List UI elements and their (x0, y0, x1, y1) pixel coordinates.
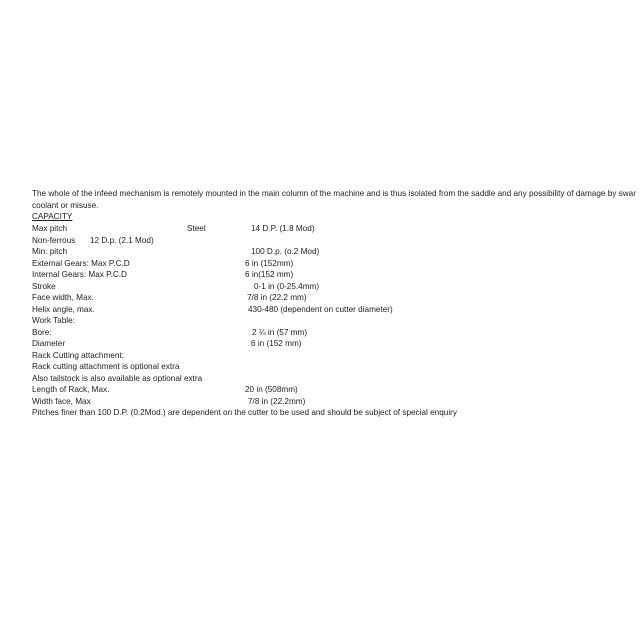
pitches-note: Pitches finer than 100 D.P. (0.2Mod.) are dependent on the cutter to be used and should be subject of special enquiry (32, 408, 457, 417)
non-ferrous-value: 12 D.p. (2.1 Mod) (90, 236, 154, 245)
intro-paragraph (32, 188, 636, 211)
external-gears-label: External Gears: Max P.C.D (32, 259, 130, 268)
non-ferrous-label: Non-ferrous (32, 236, 76, 245)
stroke-label: Stroke (32, 282, 56, 291)
stroke-value: 0-1 in (0-25.4mm) (254, 282, 320, 291)
helix-angle-value: 430-480 (dependent on cutter diameter) (248, 305, 393, 314)
max-pitch-label: Max pitch (32, 224, 68, 233)
helix-angle-label: Helix angle, max. (32, 305, 95, 314)
min-pitch-value: 100 D.p. (o.2 Mod) (251, 247, 320, 256)
capacity-heading: CAPACITY (32, 212, 73, 221)
face-width-value: 7/8 in (22.2 mm) (247, 293, 307, 302)
diameter-value: 6 in (152 mm) (251, 339, 302, 348)
rack-optional-text: Rack cutting attachment is optional extra (32, 362, 180, 371)
bore-value: 2 ¼ in (57 mm) (252, 328, 308, 337)
width-face-value: 7/8 in (22.2mm) (248, 397, 306, 406)
max-pitch-value: 14 D.P. (1.8 Mod) (251, 224, 315, 233)
max-pitch-material: Steel (187, 224, 206, 233)
min-pitch-label: Min. pitch (32, 247, 68, 256)
width-face-label: Width face, Max (32, 397, 91, 406)
rack-length-value: 20 in (508mm) (245, 385, 298, 394)
diameter-label: Diameter (32, 339, 66, 348)
bore-label: Bore: (32, 328, 52, 337)
rack-attachment-label: Rack Cutting attachment: (32, 351, 124, 360)
face-width-label: Face width, Max. (32, 293, 94, 302)
external-gears-value: 6 in (152mm) (245, 259, 294, 268)
work-table-label: Work Table: (32, 316, 75, 325)
intro-line-2: coolant or misuse. (32, 200, 99, 210)
rack-length-label: Length of Rack, Max. (32, 385, 110, 394)
internal-gears-label: Internal Gears: Max P.C.D (32, 270, 127, 279)
intro-line-1: The whole of the infeed mechanism is remotely mounted in the main column of the machine and is thus isolated from the saddle and any possibility of damage by swar (32, 189, 636, 198)
tailstock-text: Also tailstock is also available as optional extra (32, 374, 203, 383)
internal-gears-value: 6 in(152 mm) (245, 270, 294, 279)
